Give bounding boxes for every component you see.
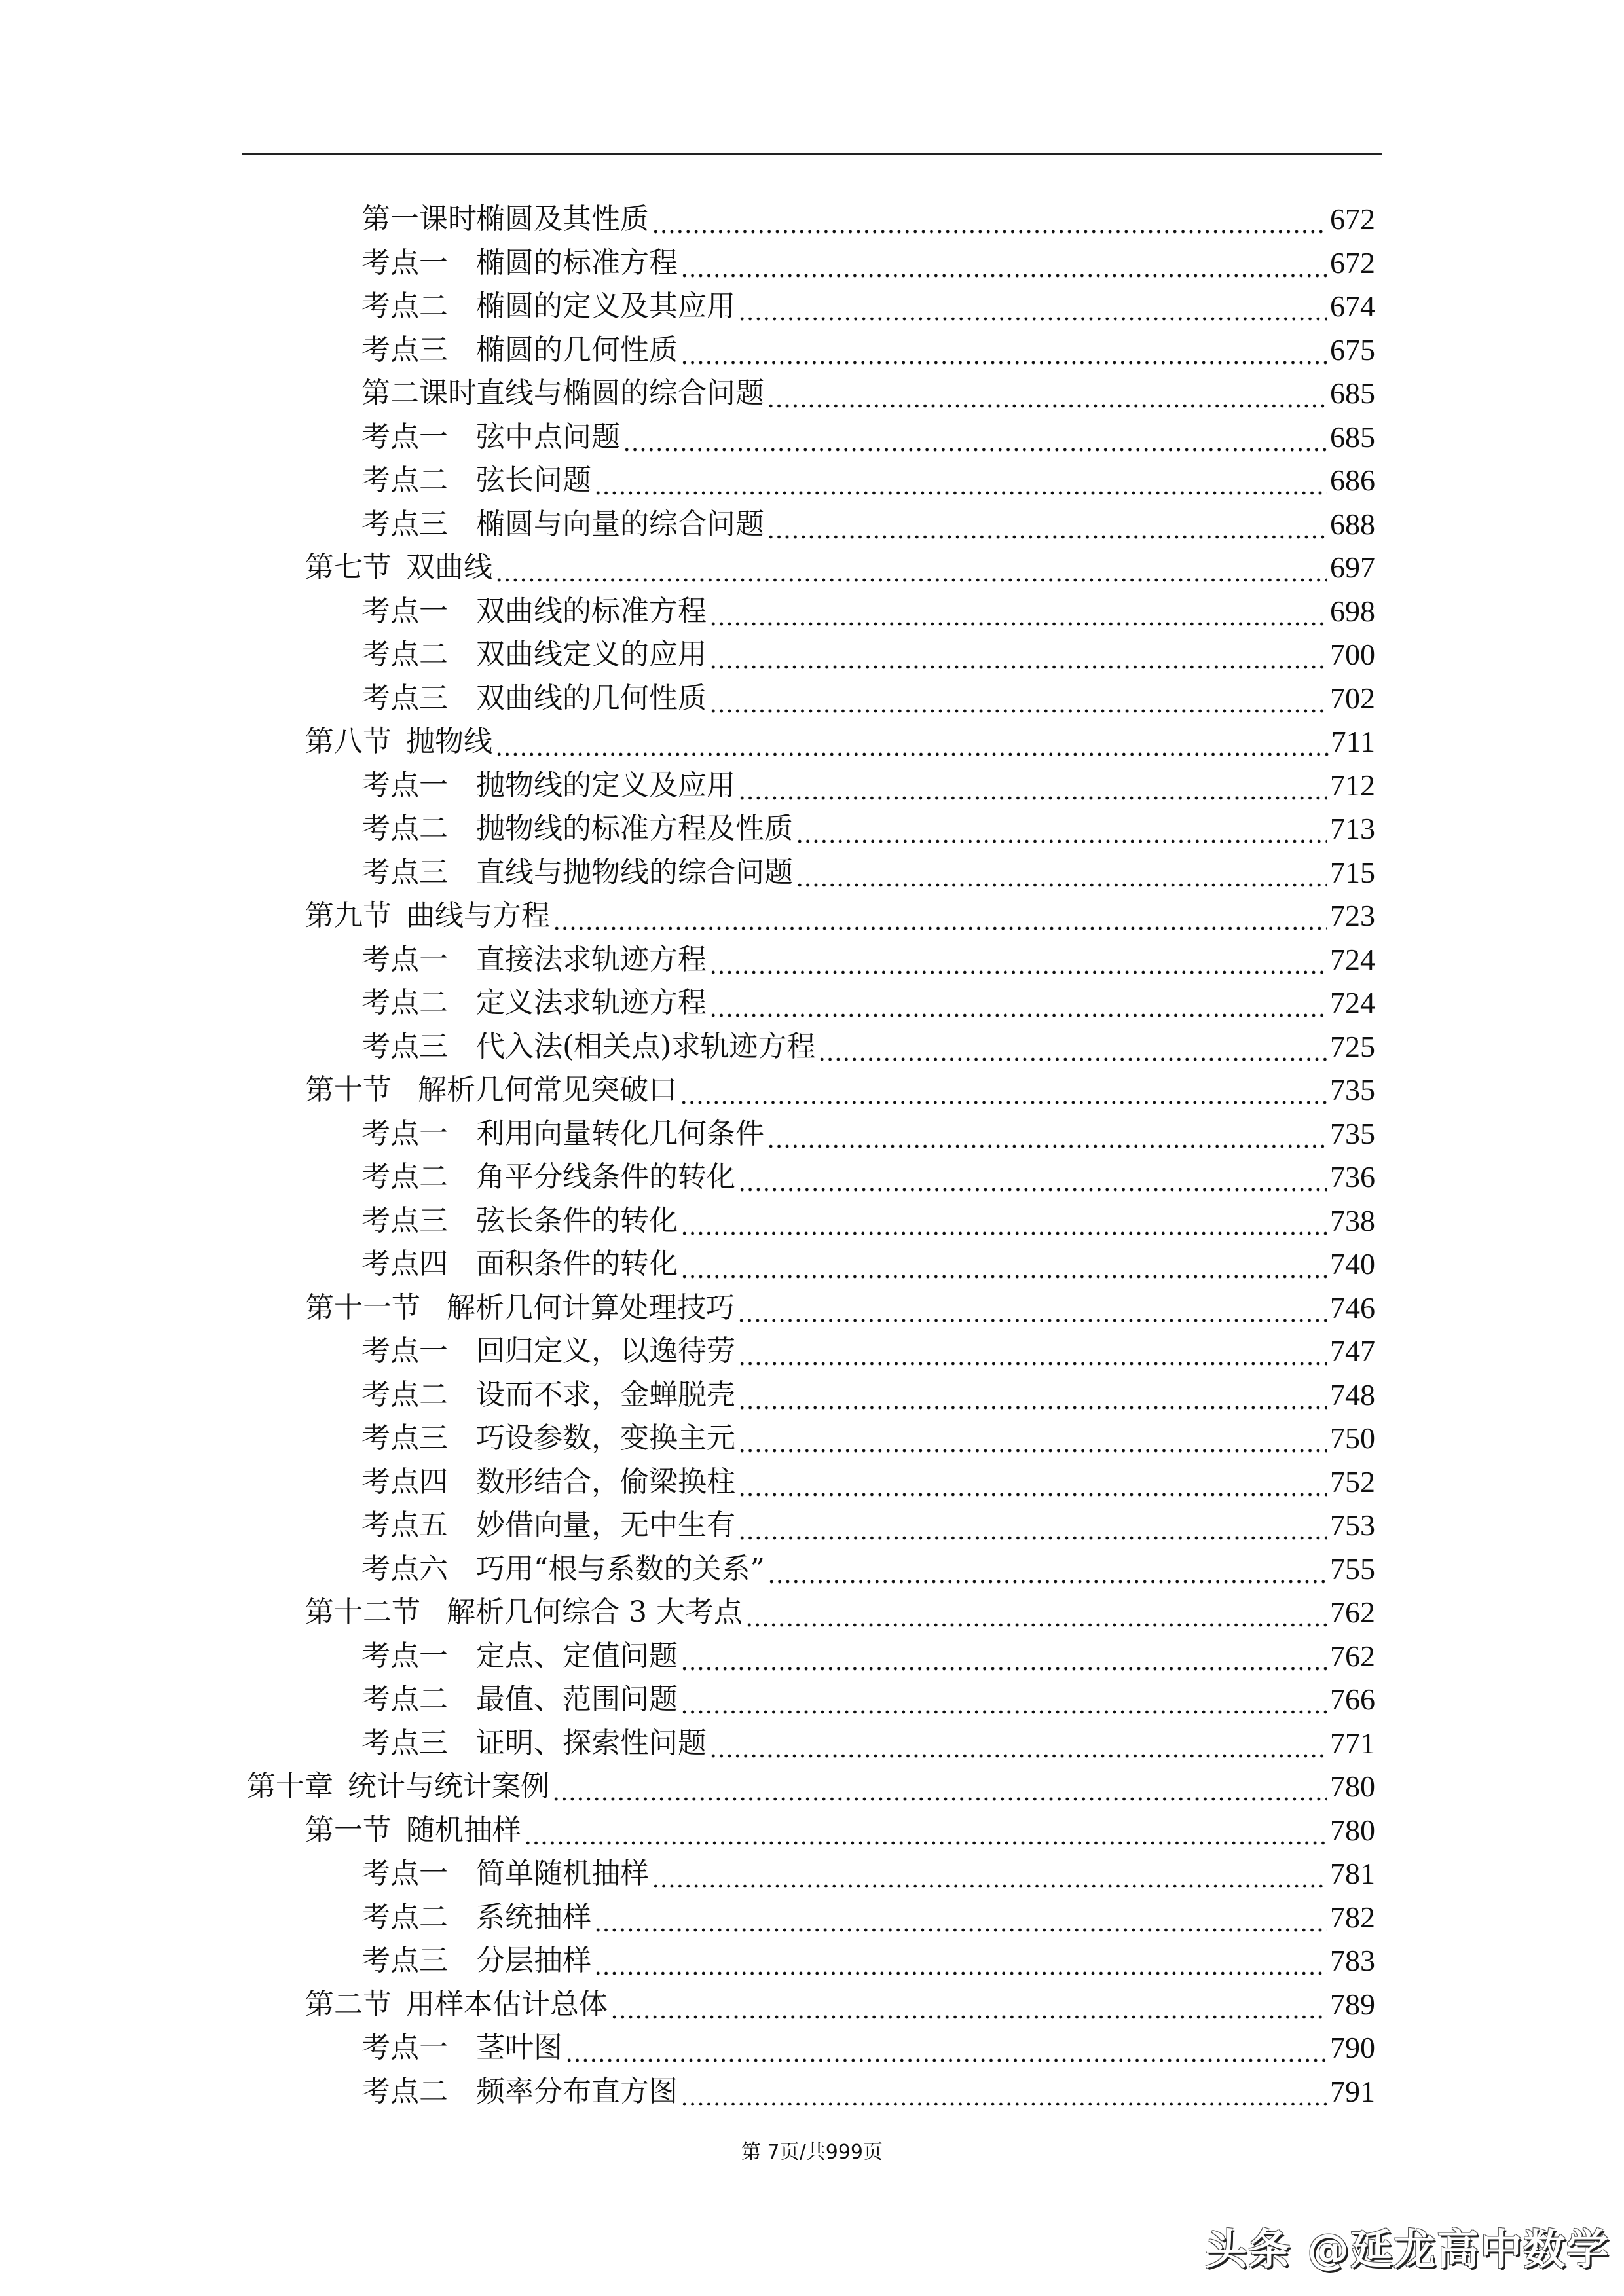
entry-number: 考点一 xyxy=(361,768,448,802)
entry-page-number: 688 xyxy=(1330,507,1375,541)
entry-page-number: 686 xyxy=(1330,464,1375,497)
entry-number: 第九节 xyxy=(305,899,392,932)
dot-leader xyxy=(709,938,1327,981)
entry-number: 第二课时 xyxy=(361,376,477,410)
entry-number: 第七节 xyxy=(305,551,392,584)
toc-point-entry[interactable] xyxy=(361,242,1375,285)
dot-leader xyxy=(610,1983,1327,2026)
dot-leader xyxy=(738,1156,1327,1199)
dot-leader xyxy=(680,329,1327,372)
dot-leader xyxy=(594,1896,1327,1939)
dot-leader xyxy=(796,851,1327,894)
dot-leader xyxy=(552,1765,1327,1808)
toc-point-entry[interactable] xyxy=(361,1243,1375,1286)
entry-title: 双曲线定义的应用 xyxy=(476,638,707,671)
dot-leader xyxy=(680,1243,1327,1286)
toc-point-entry[interactable] xyxy=(361,1330,1375,1373)
toc-section-entry[interactable] xyxy=(305,1068,1375,1112)
entry-page-number: 791 xyxy=(1330,2074,1375,2108)
entry-number: 考点三 xyxy=(361,1203,448,1237)
dot-leader xyxy=(738,1417,1327,1460)
toc-point-entry[interactable] xyxy=(361,1025,1375,1068)
toc-point-entry[interactable] xyxy=(361,1199,1375,1243)
entry-page-number: 711 xyxy=(1331,725,1375,758)
entry-title: 分层抽样 xyxy=(476,1944,591,1977)
dot-leader xyxy=(594,459,1327,502)
toc-point-entry[interactable] xyxy=(361,1939,1375,1982)
entry-title: 频率分布直方图 xyxy=(476,2074,678,2108)
dot-leader xyxy=(709,590,1327,633)
entry-title: 双曲线 xyxy=(406,551,492,584)
entry-title: 证明、探索性问题 xyxy=(476,1726,707,1760)
dot-leader xyxy=(738,1330,1327,1373)
entry-number: 考点一 xyxy=(361,2031,448,2064)
entry-title: 面积条件的转化 xyxy=(476,1247,678,1281)
entry-page-number: 752 xyxy=(1330,1465,1375,1499)
entry-title: 直线与椭圆的综合问题 xyxy=(476,376,764,410)
entry-title: 简单随机抽样 xyxy=(476,1857,649,1890)
entry-title: 弦中点问题 xyxy=(476,420,620,454)
entry-number: 考点二 xyxy=(361,2074,448,2108)
entry-number: 第二节 xyxy=(305,1987,392,2021)
toc-point-entry[interactable] xyxy=(361,1896,1375,1939)
entry-title: 巧用“根与系数的关系” xyxy=(476,1552,765,1586)
entry-title: 回归定义，以逸待劳 xyxy=(476,1334,735,1368)
entry-number: 考点三 xyxy=(361,1944,448,1977)
entry-title: 椭圆及其性质 xyxy=(476,202,649,236)
entry-page-number: 740 xyxy=(1330,1247,1375,1281)
entry-number: 第十二节 xyxy=(305,1595,420,1629)
entry-page-number: 747 xyxy=(1330,1334,1375,1368)
watermark: 头条 @延龙高中数学 xyxy=(1205,2226,1610,2274)
entry-title: 角平分线条件的转化 xyxy=(476,1160,735,1194)
entry-page-number: 762 xyxy=(1330,1639,1375,1673)
toc-point-entry[interactable] xyxy=(361,2070,1375,2113)
entry-title: 设而不求，金蝉脱壳 xyxy=(476,1377,735,1412)
entry-number: 考点三 xyxy=(361,1421,448,1455)
toc-point-entry[interactable] xyxy=(361,1722,1375,1765)
entry-page-number: 674 xyxy=(1330,289,1375,323)
toc-section-entry[interactable] xyxy=(305,1591,1375,1634)
dot-leader xyxy=(524,1809,1327,1852)
entry-page-number: 675 xyxy=(1330,333,1375,367)
toc-point-entry[interactable] xyxy=(361,1374,1375,1417)
entry-title: 抛物线的标准方程及性质 xyxy=(476,812,793,845)
toc-point-entry[interactable] xyxy=(361,807,1375,850)
entry-number: 考点二 xyxy=(361,638,448,671)
entry-title: 解析几何常见突破口 xyxy=(418,1073,677,1106)
entry-title: 代入法(相关点)求轨迹方程 xyxy=(476,1029,816,1063)
dot-leader xyxy=(553,894,1327,938)
entry-number: 考点一 xyxy=(361,1116,448,1150)
entry-page-number: 766 xyxy=(1330,1683,1375,1716)
dot-leader xyxy=(767,503,1327,546)
entry-title: 数形结合，偷梁换柱 xyxy=(476,1465,735,1499)
entry-number: 考点三 xyxy=(361,855,448,889)
toc-point-entry[interactable] xyxy=(361,1678,1375,1721)
dot-leader xyxy=(623,416,1327,459)
entry-number: 考点二 xyxy=(361,1683,448,1716)
entry-page-number: 735 xyxy=(1330,1073,1375,1106)
dot-leader xyxy=(680,1199,1327,1243)
entry-title: 妙借向量，无中生有 xyxy=(476,1508,735,1542)
toc-point-entry[interactable] xyxy=(361,633,1375,676)
entry-title: 巧设参数，变换主元 xyxy=(476,1421,735,1455)
entry-page-number: 715 xyxy=(1330,855,1375,889)
page-footer: 第 7页/共999页 xyxy=(741,2141,883,2164)
entry-page-number: 746 xyxy=(1330,1290,1375,1324)
entry-title: 直接法求轨迹方程 xyxy=(476,942,707,976)
toc-point-entry[interactable] xyxy=(361,1548,1375,1591)
dot-leader xyxy=(709,1722,1327,1765)
dot-leader xyxy=(818,1025,1327,1068)
entry-page-number: 783 xyxy=(1330,1944,1375,1977)
toc-point-entry[interactable] xyxy=(361,1417,1375,1460)
toc-section-entry[interactable] xyxy=(305,720,1375,763)
dot-leader xyxy=(495,546,1327,589)
toc-point-entry[interactable] xyxy=(361,1156,1375,1199)
entry-page-number: 780 xyxy=(1330,1813,1375,1847)
entry-number: 第一课时 xyxy=(361,202,477,236)
entry-title: 系统抽样 xyxy=(476,1900,591,1934)
dot-leader xyxy=(680,242,1327,285)
entry-number: 考点四 xyxy=(361,1465,448,1499)
dot-leader xyxy=(737,1286,1327,1330)
entry-number: 考点一 xyxy=(361,1639,448,1673)
dot-leader xyxy=(594,1939,1327,1982)
dot-leader xyxy=(680,1678,1327,1721)
entry-page-number: 753 xyxy=(1330,1508,1375,1542)
dot-leader xyxy=(767,372,1327,415)
toc-point-entry[interactable] xyxy=(361,677,1375,720)
dot-leader xyxy=(745,1591,1327,1634)
toc-point-entry[interactable] xyxy=(361,938,1375,981)
entry-page-number: 748 xyxy=(1330,1377,1375,1412)
entry-title: 统计与统计案例 xyxy=(348,1770,549,1803)
entry-title: 直线与抛物线的综合问题 xyxy=(476,855,793,889)
entry-title: 茎叶图 xyxy=(476,2031,563,2064)
entry-title: 随机抽样 xyxy=(406,1813,521,1847)
dot-leader xyxy=(652,1852,1327,1895)
entry-number: 考点一 xyxy=(361,246,448,280)
toc-point-entry[interactable] xyxy=(361,1635,1375,1678)
entry-title: 解析几何计算处理技巧 xyxy=(447,1290,735,1324)
entry-number: 考点二 xyxy=(361,1900,448,1934)
entry-page-number: 712 xyxy=(1330,768,1375,802)
entry-title: 椭圆的定义及其应用 xyxy=(476,289,735,323)
entry-page-number: 697 xyxy=(1330,551,1375,584)
entry-number: 第十一节 xyxy=(305,1290,420,1324)
entry-title: 利用向量转化几何条件 xyxy=(476,1116,764,1150)
entry-page-number: 725 xyxy=(1330,1029,1375,1063)
entry-number: 考点一 xyxy=(361,420,448,454)
entry-page-number: 782 xyxy=(1330,1900,1375,1934)
entry-number: 考点一 xyxy=(361,594,448,628)
toc-point-entry[interactable] xyxy=(361,1504,1375,1547)
entry-number: 考点四 xyxy=(361,1247,448,1281)
toc-point-entry[interactable] xyxy=(361,416,1375,459)
entry-page-number: 698 xyxy=(1330,594,1375,628)
entry-title: 双曲线的标准方程 xyxy=(476,594,707,628)
entry-number: 第十节 xyxy=(305,1073,392,1106)
dot-leader xyxy=(738,285,1327,328)
header-rule xyxy=(242,153,1382,155)
entry-page-number: 750 xyxy=(1330,1421,1375,1455)
toc-point-entry[interactable] xyxy=(361,981,1375,1025)
entry-page-number: 724 xyxy=(1330,942,1375,976)
entry-number: 考点二 xyxy=(361,289,448,323)
entry-number: 考点三 xyxy=(361,681,448,715)
entry-page-number: 755 xyxy=(1330,1552,1375,1586)
dot-leader xyxy=(738,764,1327,807)
entry-number: 考点六 xyxy=(361,1552,448,1586)
entry-title: 抛物线的定义及应用 xyxy=(476,768,735,802)
dot-leader xyxy=(652,198,1327,241)
entry-page-number: 735 xyxy=(1330,1116,1375,1150)
entry-number: 考点一 xyxy=(361,942,448,976)
dot-leader xyxy=(680,1068,1327,1112)
entry-title: 椭圆的几何性质 xyxy=(476,333,678,367)
dot-leader xyxy=(738,1374,1327,1417)
entry-page-number: 790 xyxy=(1330,2031,1375,2064)
entry-page-number: 738 xyxy=(1330,1203,1375,1237)
entry-page-number: 736 xyxy=(1330,1160,1375,1194)
dot-leader xyxy=(738,1461,1327,1504)
toc-point-entry[interactable] xyxy=(361,851,1375,894)
toc-point-entry[interactable] xyxy=(361,1112,1375,1156)
entry-number: 第八节 xyxy=(305,725,392,758)
toc-point-entry[interactable] xyxy=(361,372,1375,415)
dot-leader xyxy=(709,677,1327,720)
toc-chapter-entry[interactable] xyxy=(247,1765,1375,1808)
toc-section-entry[interactable] xyxy=(305,894,1375,938)
entry-number: 考点三 xyxy=(361,1726,448,1760)
entry-title: 弦长问题 xyxy=(476,464,591,497)
entry-page-number: 780 xyxy=(1330,1770,1375,1803)
entry-title: 椭圆的标准方程 xyxy=(476,246,678,280)
toc-point-entry[interactable] xyxy=(361,590,1375,633)
toc-section-entry[interactable] xyxy=(305,1286,1375,1330)
entry-number: 第一节 xyxy=(305,1813,392,1847)
entry-page-number: 702 xyxy=(1330,681,1375,715)
entry-number: 考点一 xyxy=(361,1334,448,1368)
entry-page-number: 672 xyxy=(1330,246,1375,280)
entry-page-number: 771 xyxy=(1330,1726,1375,1760)
entry-title: 椭圆与向量的综合问题 xyxy=(476,507,764,541)
entry-title: 抛物线 xyxy=(406,725,492,758)
entry-page-number: 781 xyxy=(1330,1857,1375,1890)
entry-number: 考点三 xyxy=(361,333,448,367)
dot-leader xyxy=(680,1635,1327,1678)
entry-number: 考点二 xyxy=(361,986,448,1019)
entry-title: 最值、范围问题 xyxy=(476,1683,678,1716)
dot-leader xyxy=(680,2070,1327,2113)
toc-point-entry[interactable] xyxy=(361,764,1375,807)
entry-number: 考点五 xyxy=(361,1508,448,1542)
entry-page-number: 789 xyxy=(1330,1987,1375,2021)
entry-number: 考点二 xyxy=(361,1377,448,1412)
toc-point-entry[interactable] xyxy=(361,1852,1375,1895)
toc-point-entry[interactable] xyxy=(361,198,1375,241)
entry-title: 解析几何综合 3 大考点 xyxy=(447,1595,743,1629)
entry-page-number: 685 xyxy=(1330,376,1375,410)
toc-point-entry[interactable] xyxy=(361,2026,1375,2069)
dot-leader xyxy=(709,981,1327,1025)
entry-page-number: 724 xyxy=(1330,986,1375,1019)
entry-page-number: 762 xyxy=(1330,1595,1375,1629)
dot-leader xyxy=(495,720,1329,763)
entry-number: 考点二 xyxy=(361,812,448,845)
toc-point-entry[interactable] xyxy=(361,503,1375,546)
entry-title: 曲线与方程 xyxy=(406,899,550,932)
dot-leader xyxy=(767,1548,1327,1591)
toc-point-entry[interactable] xyxy=(361,459,1375,502)
entry-number: 考点三 xyxy=(361,507,448,541)
dot-leader xyxy=(565,2026,1327,2069)
entry-page-number: 685 xyxy=(1330,420,1375,454)
toc-point-entry[interactable] xyxy=(361,285,1375,328)
entry-page-number: 672 xyxy=(1330,202,1375,236)
toc-section-entry[interactable] xyxy=(305,546,1375,589)
toc-point-entry[interactable] xyxy=(361,1461,1375,1504)
dot-leader xyxy=(796,807,1327,850)
entry-page-number: 713 xyxy=(1330,812,1375,845)
entry-page-number: 700 xyxy=(1330,638,1375,671)
entry-title: 定点、定值问题 xyxy=(476,1639,678,1673)
toc-section-entry[interactable] xyxy=(305,1809,1375,1852)
dot-leader xyxy=(767,1112,1327,1156)
entry-number: 考点二 xyxy=(361,464,448,497)
toc-section-entry[interactable] xyxy=(305,1983,1375,2026)
dot-leader xyxy=(709,633,1327,676)
entry-title: 双曲线的几何性质 xyxy=(476,681,707,715)
entry-title: 弦长条件的转化 xyxy=(476,1203,678,1237)
entry-number: 考点二 xyxy=(361,1160,448,1194)
entry-number: 第十章 xyxy=(247,1770,333,1803)
toc-point-entry[interactable] xyxy=(361,329,1375,372)
entry-number: 考点一 xyxy=(361,1857,448,1890)
entry-page-number: 723 xyxy=(1330,899,1375,932)
dot-leader xyxy=(738,1504,1327,1547)
entry-title: 用样本估计总体 xyxy=(406,1987,608,2021)
entry-number: 考点三 xyxy=(361,1029,448,1063)
entry-title: 定义法求轨迹方程 xyxy=(476,986,707,1019)
